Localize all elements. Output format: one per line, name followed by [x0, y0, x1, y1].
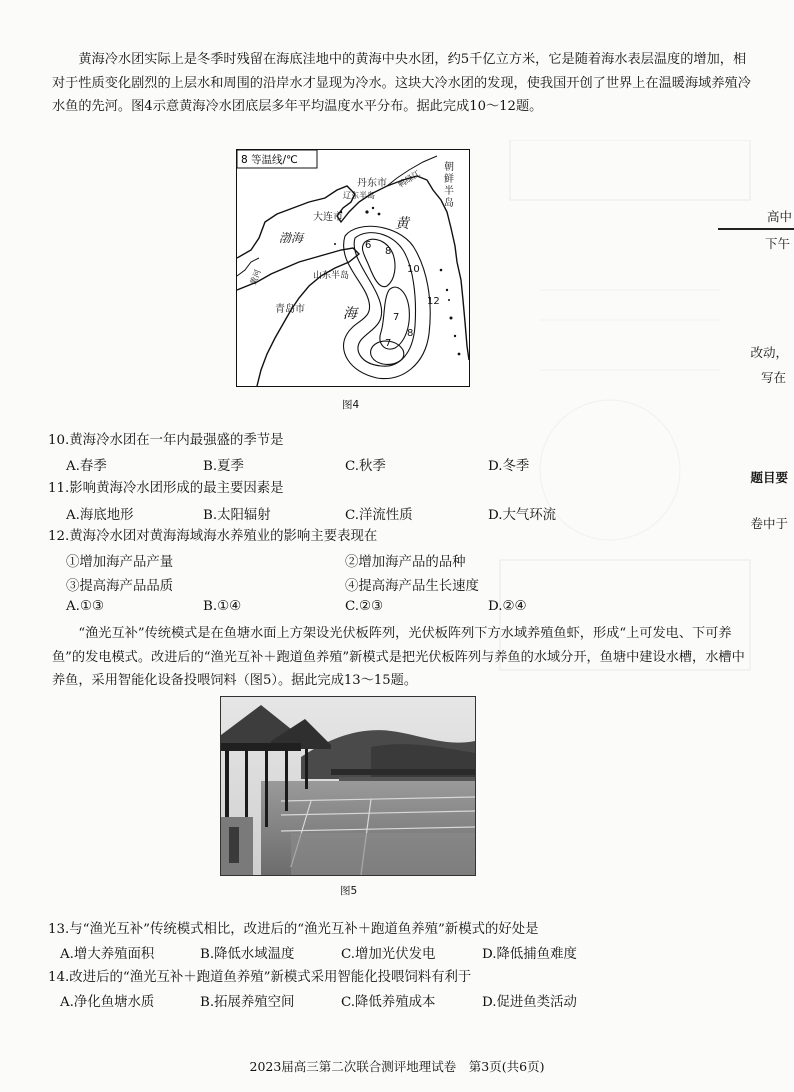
q12-option-b[interactable]: B.①④	[203, 599, 242, 614]
map-label-huang: 黄	[395, 216, 409, 232]
q12-item-2: ②增加海产品的品种	[345, 555, 466, 570]
edge-text-6: 卷中于	[750, 516, 788, 531]
map-svg	[237, 150, 469, 386]
q12-option-c[interactable]: C.②③	[345, 599, 384, 614]
q11-stem: 11.影响黄海冷水团形成的最主要因素是	[48, 481, 284, 496]
figure-5-caption: 图5	[340, 885, 358, 897]
svg-text:12: 12	[427, 296, 440, 307]
edge-text-4: 写在	[760, 370, 786, 385]
svg-text:6: 6	[365, 240, 372, 251]
q10-option-d[interactable]: D.冬季	[488, 459, 530, 474]
map-isotherm-values	[365, 240, 440, 349]
q13-stem: 13.与“渔光互补”传统模式相比，改进后的“渔光互补＋跑道鱼养殖”新模式的好处是	[48, 922, 539, 937]
q14-option-d[interactable]: D.促进鱼类活动	[482, 995, 577, 1010]
q14-option-b[interactable]: B.拓展养殖空间	[200, 995, 295, 1010]
q11-option-c[interactable]: C.洋流性质	[345, 508, 413, 523]
q10-stem: 10.黄海冷水团在一年内最强盛的季节是	[48, 433, 284, 448]
q14-option-a[interactable]: A.净化鱼塘水质	[60, 995, 155, 1010]
bleed-through-decoration	[480, 140, 780, 700]
map-label-chaoxian: 朝鲜半岛	[444, 162, 454, 209]
edge-text-5: 题目要	[750, 470, 788, 485]
map-label-liaodong: 辽东半岛	[343, 191, 375, 200]
q11-option-b[interactable]: B.太阳辐射	[203, 508, 271, 523]
q13-option-a[interactable]: A.增大养殖面积	[60, 947, 155, 962]
map-legend-text: 8 等温线/℃	[241, 154, 298, 166]
figure-5-photo	[220, 696, 476, 876]
q14-option-c[interactable]: C.降低养殖成本	[341, 995, 436, 1010]
q12-item-1: ①增加海产品产量	[66, 555, 174, 570]
q13-option-b[interactable]: B.降低水域温度	[200, 947, 295, 962]
q14-stem: 14.改进后的“渔光互补＋跑道鱼养殖”新模式采用智能化投喂饲料有利于	[48, 970, 472, 985]
map-label-yalujiang: 鸭绿江	[396, 168, 422, 190]
photo-solar-rows	[331, 769, 475, 781]
q11-option-a[interactable]: A.海底地形	[66, 508, 134, 523]
map-coastline	[237, 176, 469, 360]
page-footer: 2023届高三第二次联合测评地理试卷 第3页(共6页)	[249, 1059, 545, 1074]
svg-text:7: 7	[385, 338, 392, 349]
edge-text-1: 高中	[766, 209, 792, 224]
map-label-huanghe: 黄河	[248, 268, 263, 287]
q11-option-d[interactable]: D.大气环流	[488, 508, 557, 523]
q12-stem: 12.黄海冷水团对黄海海域海水养殖业的影响主要表现在	[48, 529, 378, 544]
map-label-hai: 海	[343, 306, 357, 322]
map-label-bohai: 渤海	[279, 231, 304, 245]
intro-paragraph-2: “渔光互补”传统模式是在鱼塘水面上方架设光伏板阵列，光伏板阵列下方水域养殖鱼虾，形成“上可发电、下可养鱼”的发电模式。改进后的“渔光互补＋跑道鱼养殖”新模式是把光伏板阵列与养鱼的水域分开，鱼塘中建设水槽，水槽中养鱼，采用智能化设备投喂饲料（图5）。据此完成13～15题。	[52, 626, 745, 688]
q12-item-3: ③提高海产品品质	[66, 579, 174, 594]
figure-4-map	[236, 149, 470, 387]
q10-option-b[interactable]: B.夏季	[203, 459, 244, 474]
map-label-shandong: 山东半岛	[313, 271, 350, 281]
map-shandong-coast	[237, 248, 359, 386]
edge-text-2: 下午	[764, 236, 790, 251]
q13-option-c[interactable]: C.增加光伏发电	[341, 947, 436, 962]
q12-item-4: ④提高海产品生长速度	[345, 579, 479, 594]
svg-text:8: 8	[407, 328, 414, 339]
map-label-dalian: 大连市	[313, 212, 343, 223]
photo-svg	[221, 697, 475, 875]
intro-paragraph-1: 黄海冷水团实际上是冬季时残留在海底洼地中的黄海中央水团，约5千亿立方米，它是随着海水表层温度的增加，相对于性质变化剧烈的上层水和周围的沿岸水才显现为冷水。这块大冷水团的发现，使我国开创了世界上在温暖海域养殖冷水鱼的先河。图4示意黄海冷水团底层多年平均温度水平分布。据此完成10～12题。	[52, 52, 751, 114]
q10-option-a[interactable]: A.春季	[66, 459, 107, 474]
svg-text:8: 8	[385, 246, 392, 257]
edge-text-3: 改动，	[750, 345, 788, 360]
svg-text:10: 10	[407, 264, 420, 275]
figure-4-caption: 图4	[342, 399, 360, 411]
q10-option-c[interactable]: C.秋季	[345, 459, 386, 474]
q12-option-d[interactable]: D.②④	[488, 599, 527, 614]
q12-option-a[interactable]: A.①③	[66, 599, 104, 614]
q13-option-d[interactable]: D.降低捕鱼难度	[482, 947, 577, 962]
edge-rule	[718, 228, 794, 230]
map-label-qingdao: 青岛市	[275, 304, 305, 315]
map-label-dandong: 丹东市	[357, 178, 387, 189]
svg-text:7: 7	[393, 312, 400, 323]
